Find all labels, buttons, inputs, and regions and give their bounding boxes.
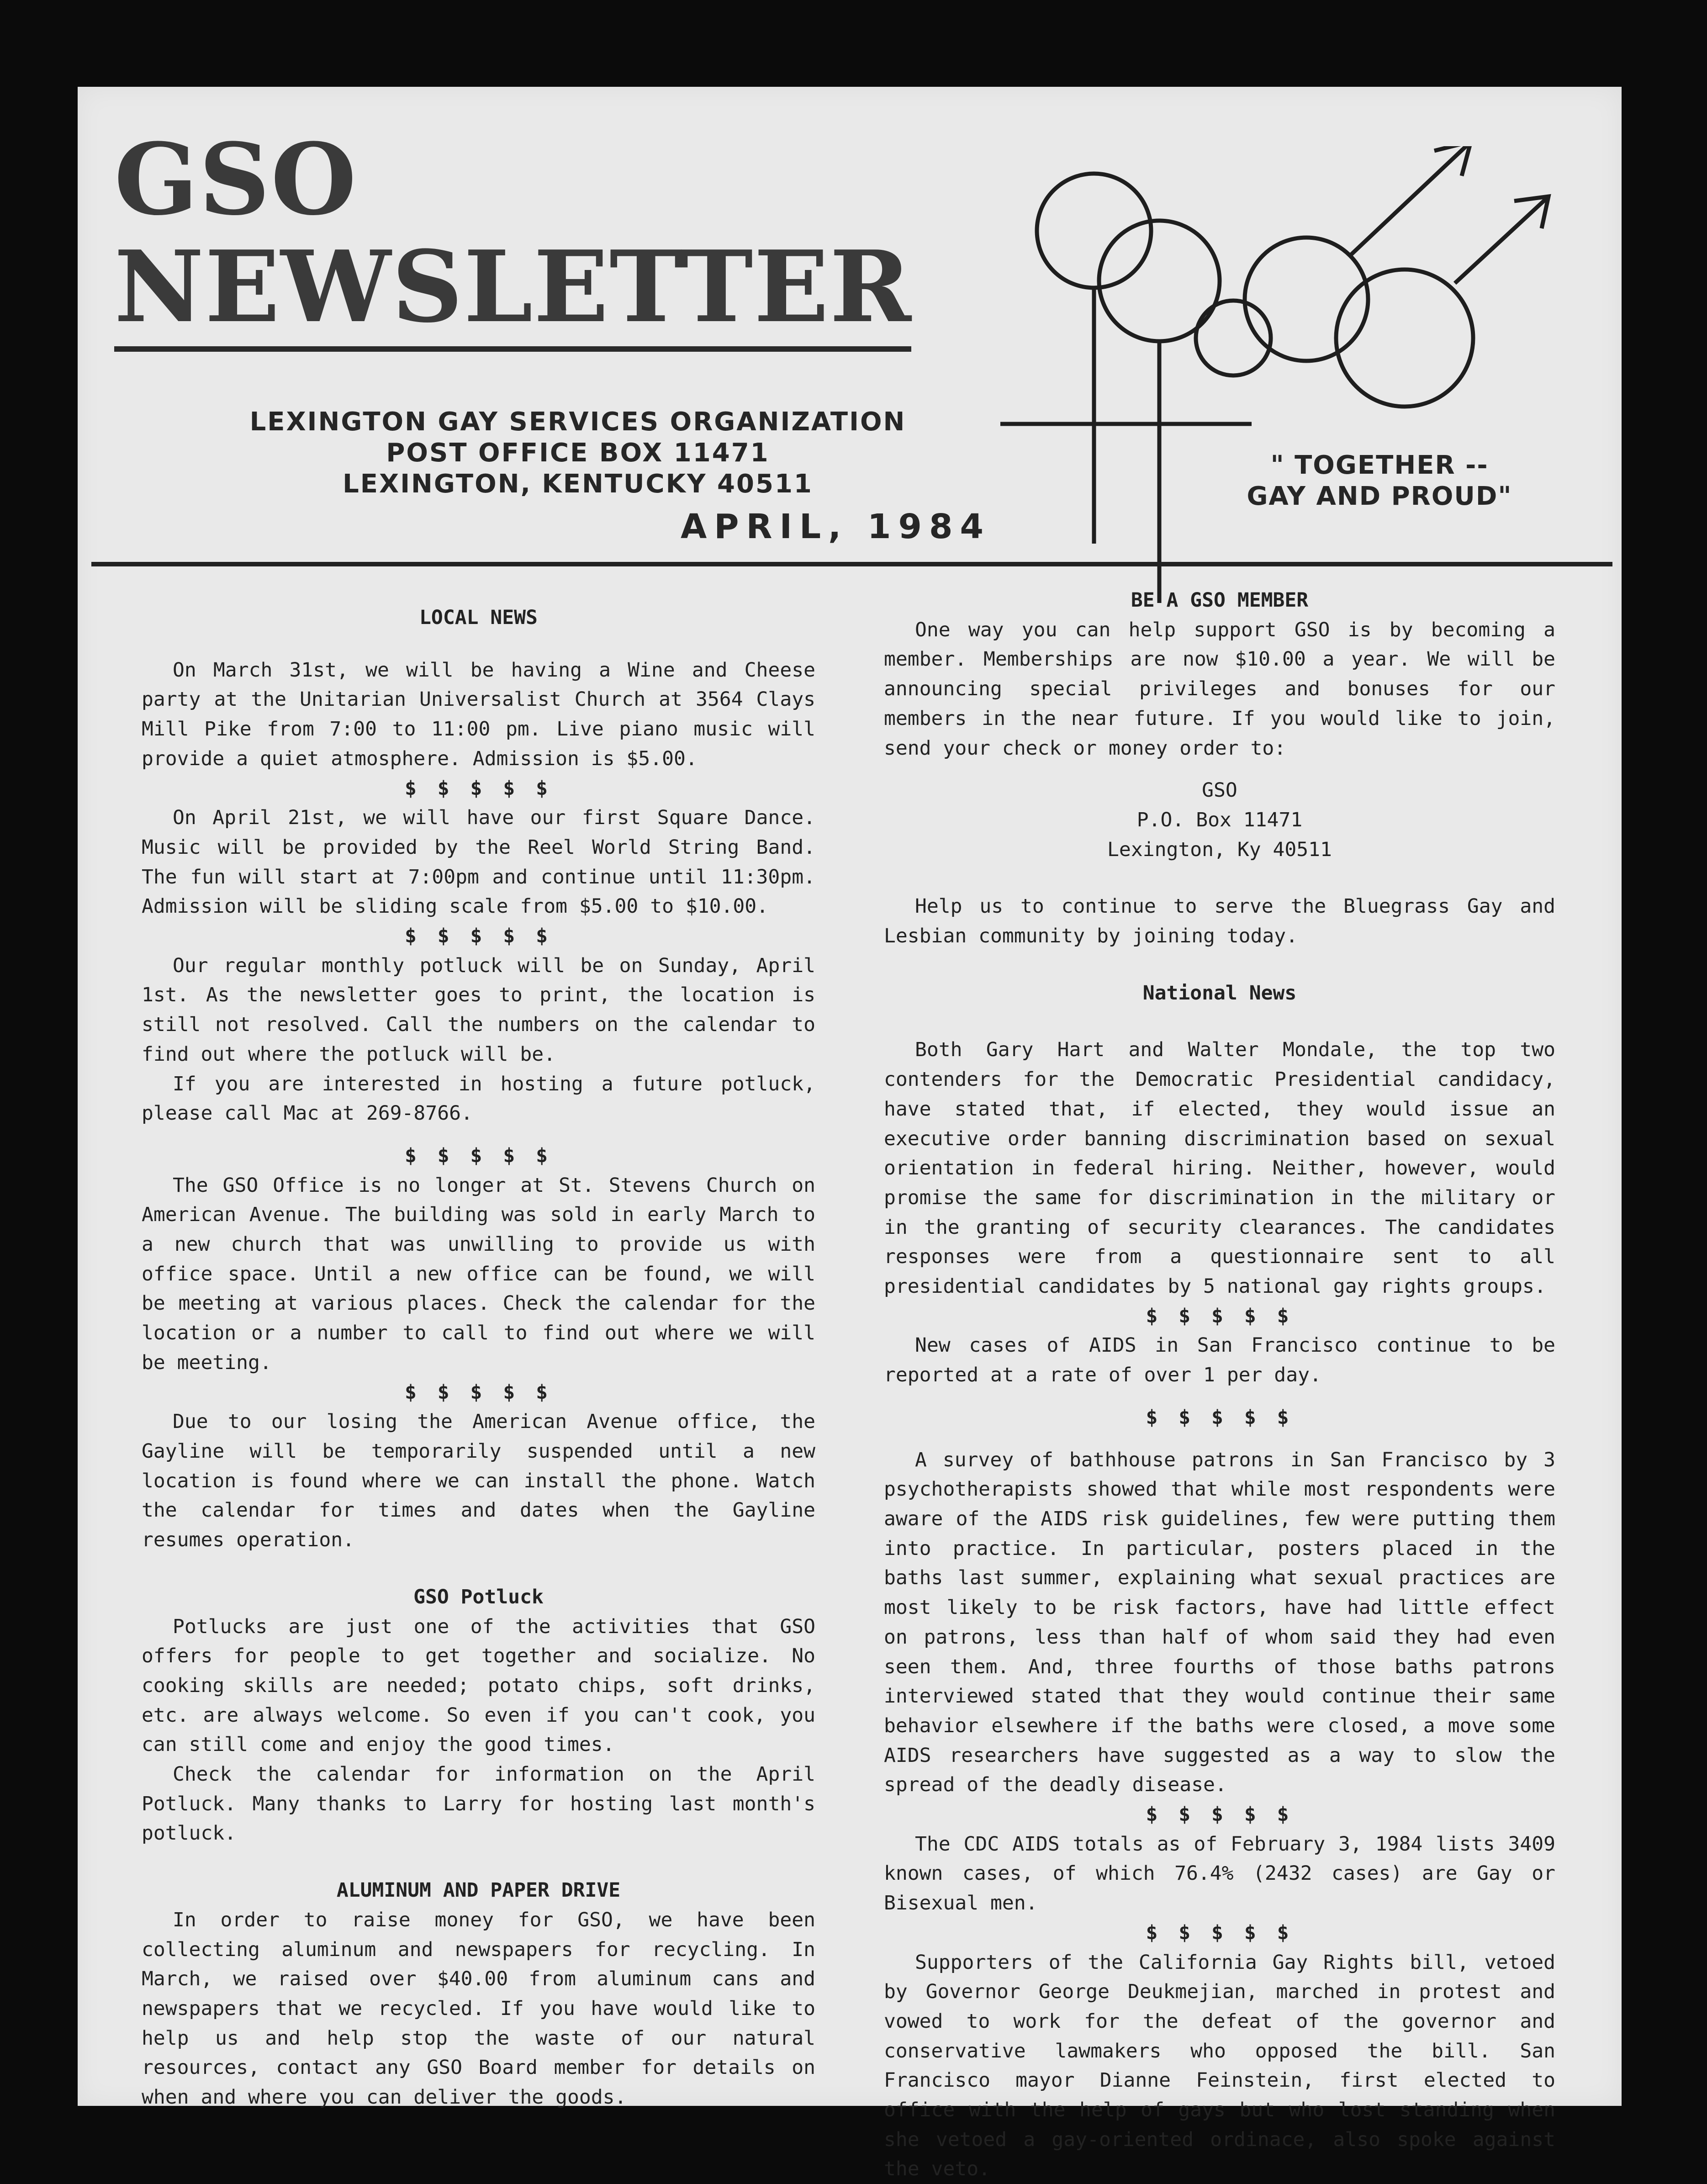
issue-date: APRIL, 1984 [681, 507, 991, 546]
section-divider-stars: $ $ $ $ $ [1146, 1406, 1294, 1429]
local-news-square-dance: On April 21st, we will have our first Square Dance. Music will be provided by the Reel World String Band. The fun will start at 7:00pm and continue until 11:30pm. Admission will be sliding scale from $5.00 to $10.00. [142, 806, 815, 918]
slogan [1233, 450, 1526, 512]
right-column [884, 586, 1555, 2184]
section-divider-stars: $ $ $ $ $ [405, 777, 552, 800]
local-news-potluck: Our regular monthly potluck will be on Sunday, April 1st. As the newsletter goes to print, the location is still not resolved. Call the numbers on the calendar to find out where the potluck will be. [142, 954, 815, 1066]
local-news-heading: LOCAL NEWS [419, 606, 538, 629]
member-join-paragraph: Help us to continue to serve the Bluegrass Gay and Lesbian community by joining today. [884, 895, 1555, 948]
section-divider-stars: $ $ $ $ $ [1146, 1921, 1294, 1944]
national-news-aids-sf: New cases of AIDS in San Francisco continue to be reported at a rate of over 1 per day. [884, 1334, 1555, 1387]
member-address-city: Lexington, Ky 40511 [1107, 838, 1332, 861]
local-news-wine-cheese: On March 31st, we will be having a Wine and Cheese party at the Unitarian Universalist Church at 3564 Clays Mill Pike from 7:00 to 11:00 pm. Live piano music will provide a quiet atmosphere. Admission is $5.00. [142, 658, 815, 770]
slogan-line-1: " TOGETHER -- [1270, 450, 1489, 480]
org-name: LEXINGTON GAY SERVICES ORGANIZATION [249, 407, 906, 437]
drive-heading: ALUMINUM AND PAPER DRIVE [336, 1879, 621, 1902]
left-column [142, 603, 815, 2112]
national-news-bathhouse-survey: A survey of bathhouse patrons in San Francisco by 3 psychotherapists showed that while most respondents were aware of the AIDS risk guidelines, few were putting them into practice. In particular, posters placed in the baths last summer, explaining what sexual practices are most likely to be risk factors, have had little effect on patrons, less than half of whom said they had even seen them. And, three fourths of those baths patrons interviewed stated that they would continue their same behavior elsewhere if the baths were closed, a move some AIDS researchers have suggested as a way to slow the spread of the deadly disease. [884, 1448, 1555, 1797]
potluck-paragraph-2: Check the calendar for information on the April Potluck. Many thanks to Larry for hosting last month's potluck. [142, 1763, 815, 1845]
local-news-host-potluck: If you are interested in hosting a future potluck, please call Mac at 269-8766. [142, 1072, 815, 1125]
interlocking-gender-symbols-icon [996, 146, 1644, 603]
section-divider-stars: $ $ $ $ $ [405, 1380, 552, 1404]
member-paragraph: One way you can help support GSO is by becoming a member. Memberships are now $10.00 a year. We will be announcing special privileges and bonuses for our members in the near future. If you would like to join, send your check or money order to: [884, 618, 1555, 760]
national-news-heading: National News [1142, 981, 1297, 1005]
drive-paragraph: In order to raise money for GSO, we have been collecting aluminum and newspapers for recycling. In March, we raised over $40.00 from aluminum cans and newspapers that we recycled. If you have would like to help us and help stop the waste of our natural resources, contact any GSO Board member for details on when and where you can deliver the goods. [142, 1908, 815, 2109]
section-divider-stars: $ $ $ $ $ [405, 1144, 552, 1167]
potluck-paragraph-1: Potlucks are just one of the activities that GSO offers for people to get together and socialize. No cooking skills are needed; potato chips, soft drinks, etc. are always welcome. So even if you can't cook, you can still come and enjoy the good times. [142, 1615, 815, 1756]
national-news-candidates: Both Gary Hart and Walter Mondale, the top two contenders for the Democratic Presidential candidacy, have stated that, if elected, they would issue an executive order banning discrimination based on sexual orientation in federal hiring. Neither, however, would promise the same for discrimination in the military or in the granting of security clearances. The candidates responses were from a questionnaire sent to all presidential candidates by 5 national gay rights groups. [884, 1038, 1555, 1298]
title-underline [114, 346, 911, 352]
section-divider-stars: $ $ $ $ $ [1146, 1803, 1294, 1826]
newsletter-title-gso: GSO [114, 122, 358, 237]
newsletter-title-newsletter: NEWSLETTER [114, 229, 913, 344]
national-news-cdc-totals: The CDC AIDS totals as of February 3, 1984 lists 3409 known cases, of which 76.4% (2432 cases) are Gay or Bisexual men. [884, 1832, 1555, 1915]
org-city: LEXINGTON, KENTUCKY 40511 [343, 469, 813, 499]
org-po-box: POST OFFICE BOX 11471 [386, 438, 770, 468]
potluck-heading: GSO Potluck [413, 1585, 544, 1608]
national-news-california-bill: Supporters of the California Gay Rights bill, vetoed by Governor George Deukmejian, marched in protest and vowed to work for the defeat of the governor and conservative lawmakers who opposed the bill. San Francisco mayor Dianne Feinstein, first elected to office with the help of gays but who lost standing when she vetoed a gay-oriented ordinace, also spoke against the veto. [884, 1951, 1555, 2181]
organization-address [219, 407, 936, 500]
header-divider [91, 562, 1612, 566]
local-news-gayline: Due to our losing the American Avenue office, the Gayline will be temporarily suspended until a new location is found where we can install the phone. Watch the calendar for times and dates when the Gayline resumes operation. [142, 1410, 815, 1552]
member-address-box: P.O. Box 11471 [1136, 808, 1303, 831]
newsletter-page [78, 87, 1622, 2181]
slogan-line-2: GAY AND PROUD" [1247, 481, 1512, 511]
member-address-name: GSO [1202, 779, 1237, 802]
section-divider-stars: $ $ $ $ $ [405, 925, 552, 948]
section-divider-stars: $ $ $ $ $ [1146, 1304, 1294, 1327]
local-news-office: The GSO Office is no longer at St. Stevens Church on American Avenue. The building was sold in early March to a new church that was unwilling to provide us with office space. Until a new office can be found, we will be meeting at various places. Check the calendar for the location or a number to call to find out where we will be meeting. [142, 1174, 815, 1374]
member-heading: BE A GSO MEMBER [1131, 589, 1309, 612]
